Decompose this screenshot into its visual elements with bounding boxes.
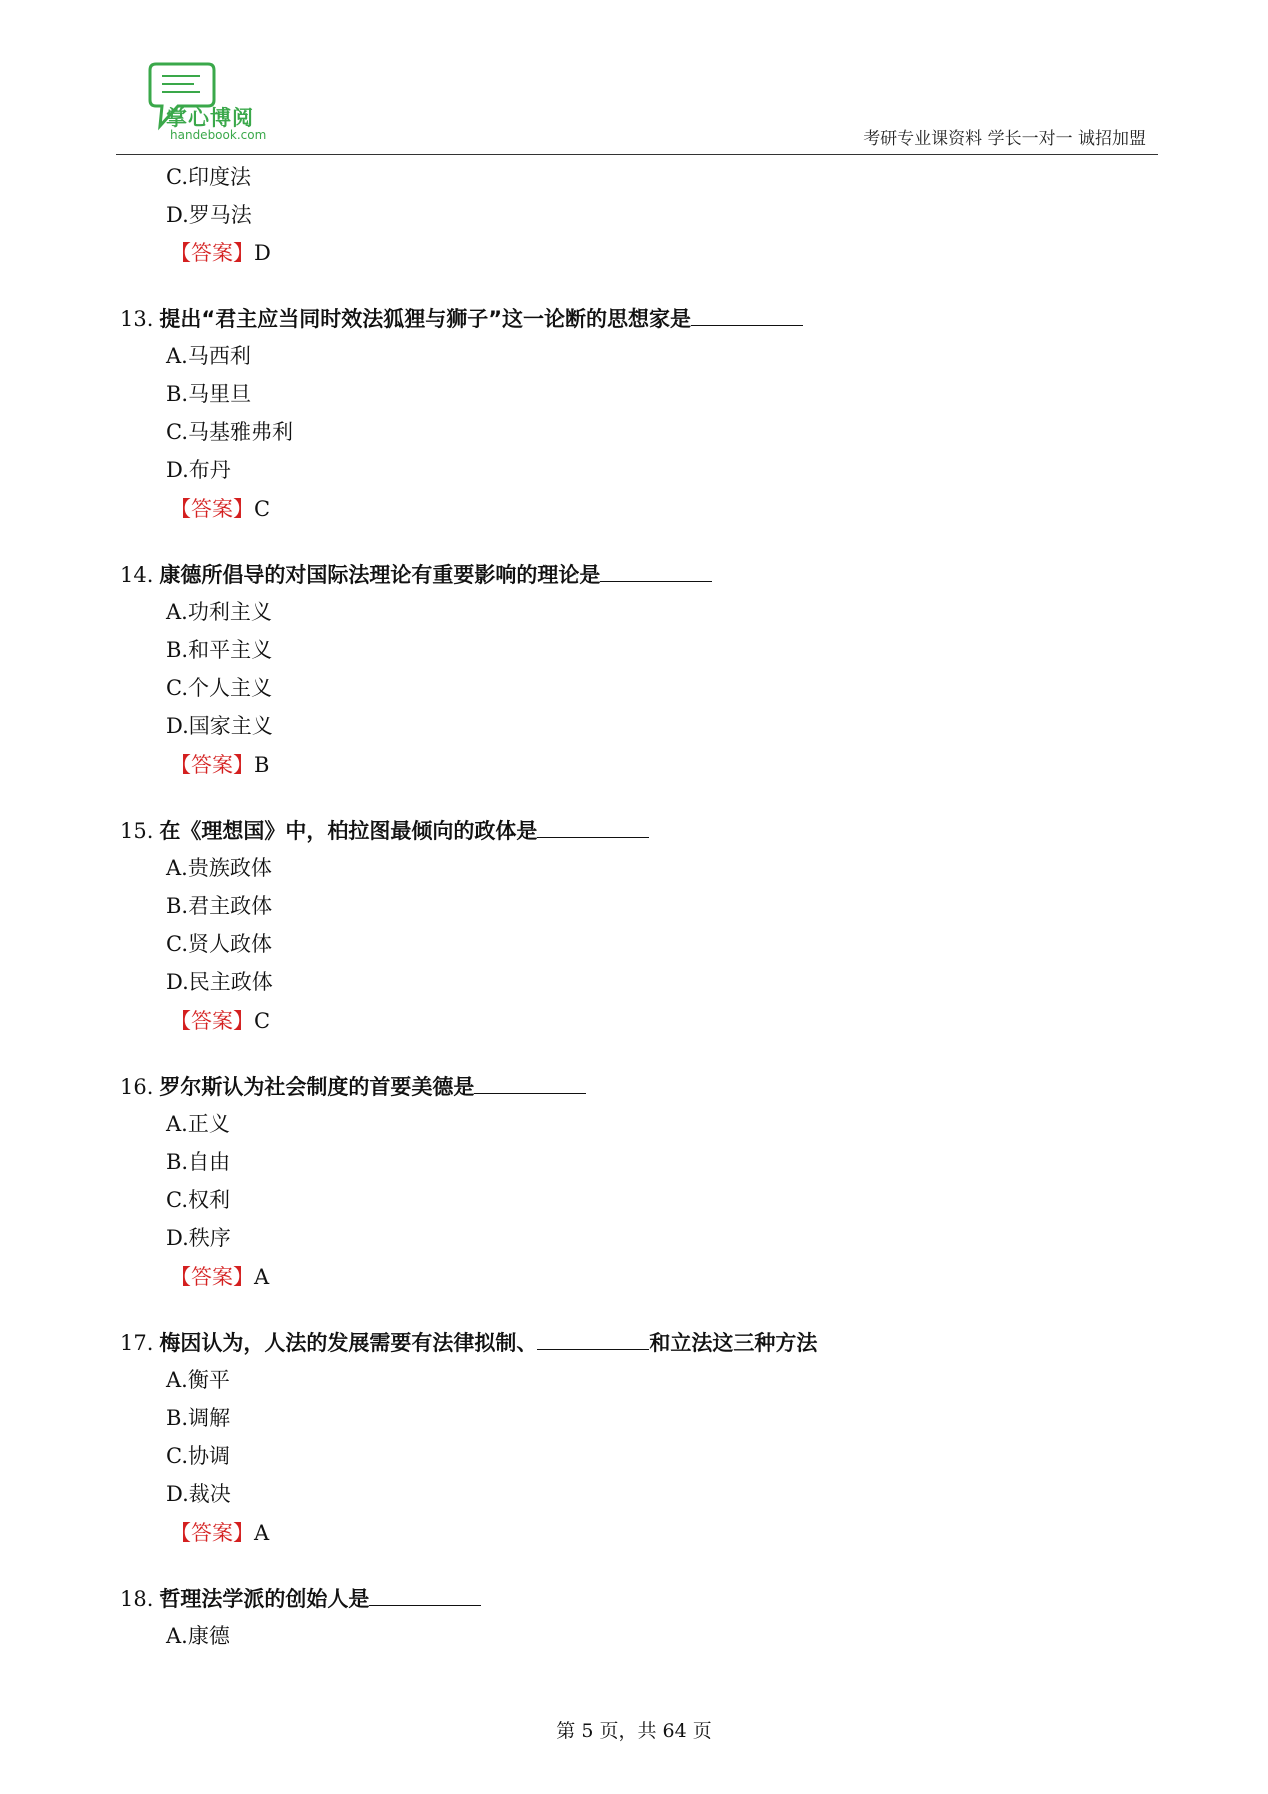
- header-divider: [116, 154, 1158, 155]
- option-line: A.功利主义: [166, 600, 272, 624]
- option-line: B.自由: [166, 1150, 231, 1174]
- question-14: 14. 康德所倡导的对国际法理论有重要影响的理论是: [120, 561, 712, 588]
- question-17: 17. 梅因认为，人法的发展需要有法律拟制、 和立法这三种方法: [120, 1331, 818, 1355]
- page-number: 第 5 页，共 64 页: [556, 1720, 712, 1742]
- option-line: C.贤人政体: [166, 932, 272, 956]
- option-line: A.康德: [166, 1624, 230, 1648]
- question-13: 13. 提出“君主应当同时效法狐狸与狮子”这一论断的思想家是: [120, 305, 803, 332]
- page-header: [116, 58, 1158, 156]
- option-line: B.调解: [166, 1406, 231, 1430]
- option-line: C.印度法: [166, 165, 251, 189]
- option-line: A.正义: [166, 1112, 230, 1136]
- option-line: D.布丹: [166, 458, 231, 482]
- option-line: A.马西利: [166, 344, 251, 368]
- answer-line: 【答案】C: [170, 1009, 271, 1033]
- option-line: A.贵族政体: [166, 856, 272, 880]
- answer-blank: [369, 1585, 481, 1606]
- question-15: 15. 在《理想国》中，柏拉图最倾向的政体是: [120, 817, 649, 844]
- answer-blank: [537, 1329, 649, 1350]
- option-line: B.君主政体: [166, 894, 273, 918]
- answer-line: 【答案】C: [170, 497, 271, 521]
- option-line: C.马基雅弗利: [166, 420, 293, 444]
- answer-line: 【答案】A: [170, 1265, 270, 1289]
- answer-line: 【答案】B: [170, 753, 270, 777]
- option-line: C.协调: [166, 1444, 230, 1468]
- option-line: B.马里旦: [166, 382, 252, 406]
- answer-blank: [600, 561, 712, 582]
- option-line: D.裁决: [166, 1482, 231, 1506]
- header-tagline: 考研专业课资料 学长一对一 诚招加盟: [863, 129, 1146, 149]
- option-line: D.民主政体: [166, 970, 273, 994]
- logo-text: 掌心博阅: [166, 106, 254, 130]
- option-line: A.衡平: [166, 1368, 230, 1392]
- answer-blank: [537, 817, 649, 838]
- question-18: 18. 哲理法学派的创始人是: [120, 1585, 481, 1612]
- answer-line: 【答案】D: [170, 241, 271, 265]
- question-16: 16. 罗尔斯认为社会制度的首要美德是: [120, 1073, 586, 1100]
- option-line: B.和平主义: [166, 638, 273, 662]
- option-line: C.个人主义: [166, 676, 272, 700]
- answer-blank: [691, 305, 803, 326]
- logo-subtitle: handebook.com: [170, 128, 267, 142]
- option-line: D.国家主义: [166, 714, 273, 738]
- option-line: D.罗马法: [166, 203, 252, 227]
- option-line: D.秩序: [166, 1226, 231, 1250]
- answer-blank: [474, 1073, 586, 1094]
- option-line: C.权利: [166, 1188, 230, 1212]
- answer-line: 【答案】A: [170, 1521, 270, 1545]
